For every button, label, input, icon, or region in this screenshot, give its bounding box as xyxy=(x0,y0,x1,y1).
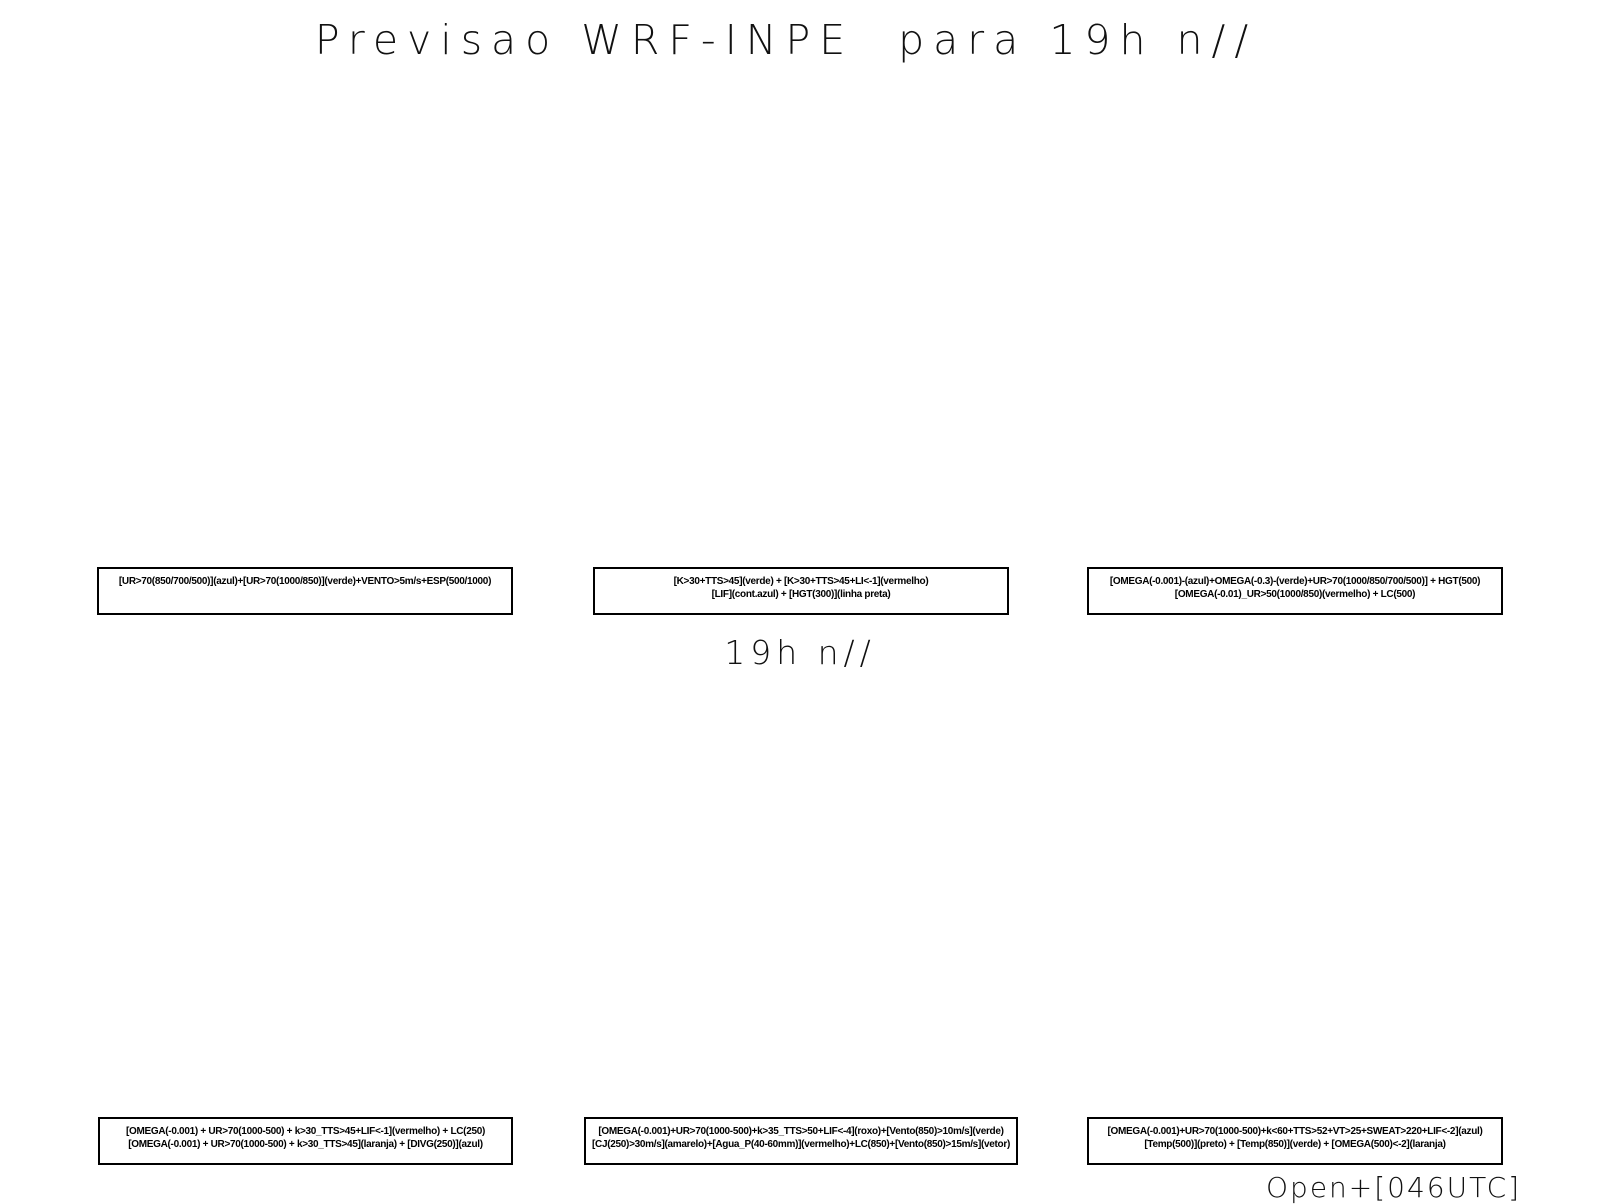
legend-line: [Temp(500)](preto) + [Temp(850)](verde) + [OMEGA(500)<-2](laranja) xyxy=(1144,1139,1446,1150)
legend-line: [OMEGA(-0.001)+UR>70(1000-500)+k>35_TTS>50+LIF<-4](roxo)+[Vento(850)>10m/s](verde) xyxy=(598,1126,1004,1137)
legend-line: [UR>70(850/700/500)](azul)+[UR>70(1000/850)](verde)+VENTO>5m/s+ESP(500/1000) xyxy=(118,576,492,587)
legend-line: [OMEGA(-0.001)+UR>70(1000-500)+k<60+TTS>52+VT>25+SWEAT>220+LIF<-2](azul) xyxy=(1107,1126,1483,1137)
forecast-hour-label: 19h n// xyxy=(724,633,876,672)
legend-box-top-left xyxy=(97,567,513,615)
legend-line: [OMEGA(-0.01)_UR>50(1000/850)(vermelho) + LC(500) xyxy=(1174,589,1416,600)
legend-line: [CJ(250)>30m/s](amarelo)+[Agua_P(40-60mm)](vermelho)+LC(850)+[Vento(850)>15m/s](vetor) xyxy=(592,1139,1010,1150)
legend-box-bottom-right xyxy=(1087,1117,1503,1165)
legend-line: [LIF](cont.azul) + [HGT(300)](linha preta) xyxy=(711,589,891,600)
legend-line: [OMEGA(-0.001) + UR>70(1000-500) + k>30_TTS>45+LIF<-1](vermelho) + LC(250) xyxy=(125,1126,486,1137)
page-title: Previsao WRF-INPE para 19h n// xyxy=(314,16,1258,64)
run-cycle-label: Open+[046UTC] xyxy=(1266,1171,1522,1204)
legend-box-bottom-middle xyxy=(584,1117,1018,1165)
legend-box-top-right xyxy=(1087,567,1503,615)
legend-line: [K>30+TTS>45](verde) + [K>30+TTS>45+LI<-1](vermelho) xyxy=(673,576,929,587)
legend-line: [OMEGA(-0.001) + UR>70(1000-500) + k>30_TTS>45](laranja) + [DIVG(250)](azul) xyxy=(128,1139,483,1150)
legend-box-top-middle xyxy=(593,567,1009,615)
legend-line: [OMEGA(-0.001)-(azul)+OMEGA(-0.3)-(verde)+UR>70(1000/850/700/500)] + HGT(500) xyxy=(1109,576,1481,587)
legend-box-bottom-left xyxy=(98,1117,513,1165)
